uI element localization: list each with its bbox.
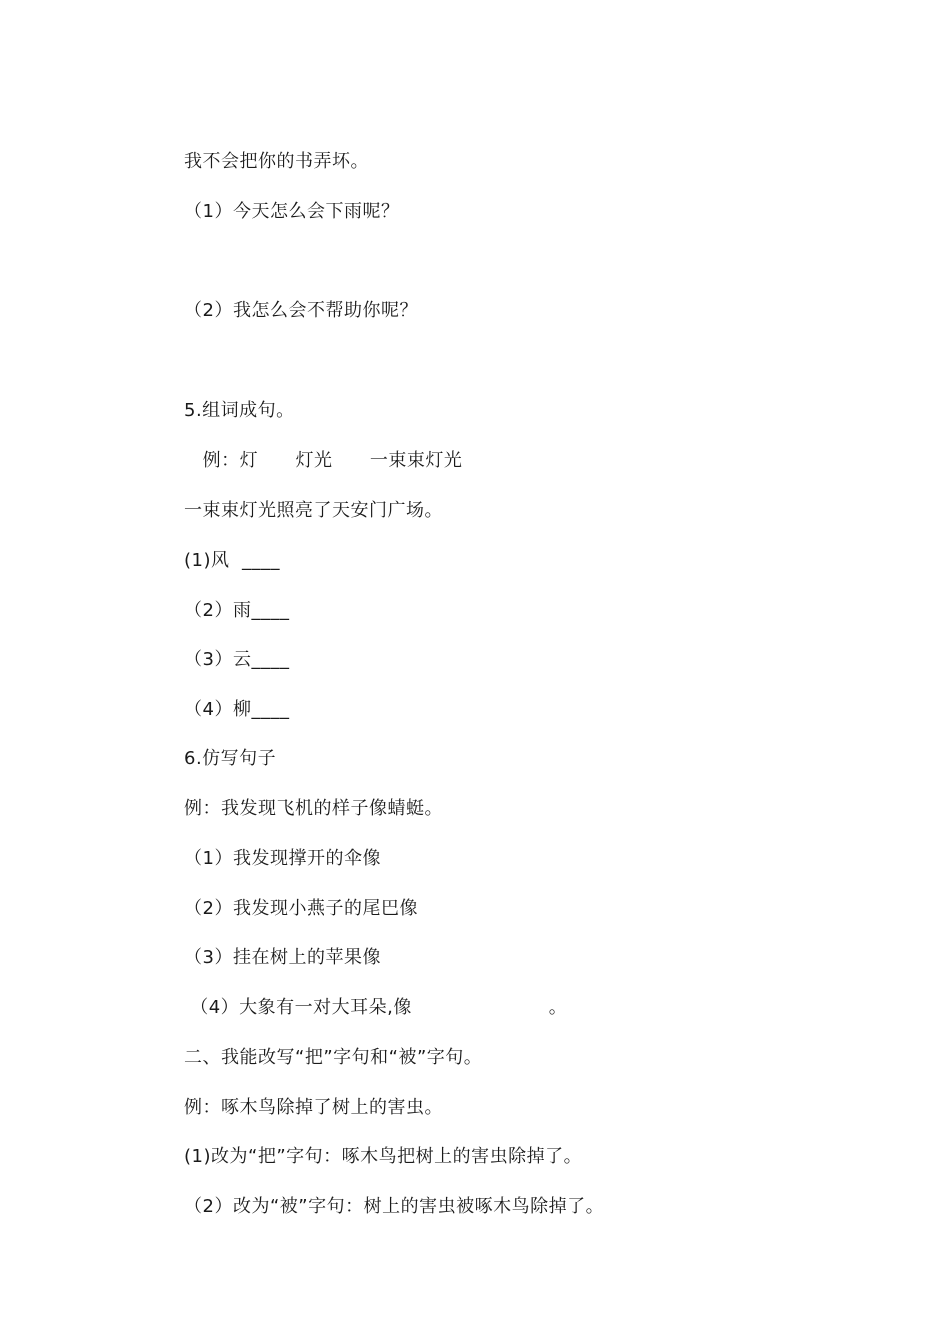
section-heading: 二、我能改写“把”字句和“被”字句。 [184,1047,483,1068]
text-line: 一束束灯光照亮了天安门广场。 [184,500,443,521]
text-line: （2）我怎么会不帮助你呢？ [184,300,418,321]
exercise-item: （2）我发现小燕子的尾巴像 [184,898,418,919]
exercise-item: （3）挂在树上的苹果像 [184,947,381,968]
exercise-item: （4）大象有一对大耳朵,像 。 [184,997,568,1018]
text-line: （1）今天怎么会下雨呢？ [184,201,400,222]
text-line: 我不会把你的书弄坏。 [184,151,369,172]
exercise-item: (1)风 ____ [184,550,280,571]
exercise-item: （3）云____ [184,649,290,670]
example-line: 例：灯 灯光 一束束灯光 [184,450,463,471]
example-line: 例：我发现飞机的样子像蜻蜓。 [184,798,443,819]
section-heading: 5.组词成句。 [184,400,295,421]
exercise-item: （2）改为“被”字句：树上的害虫被啄木鸟除掉了。 [184,1196,605,1217]
section-heading: 6.仿写句子 [184,748,277,769]
example-line: 例：啄木鸟除掉了树上的害虫。 [184,1097,443,1118]
exercise-item: （4）柳____ [184,699,290,720]
exercise-item: （2）雨____ [184,600,290,621]
exercise-item: (1)改为“把”字句：啄木鸟把树上的害虫除掉了。 [184,1146,583,1167]
exercise-item: （1）我发现撑开的伞像 [184,848,381,869]
